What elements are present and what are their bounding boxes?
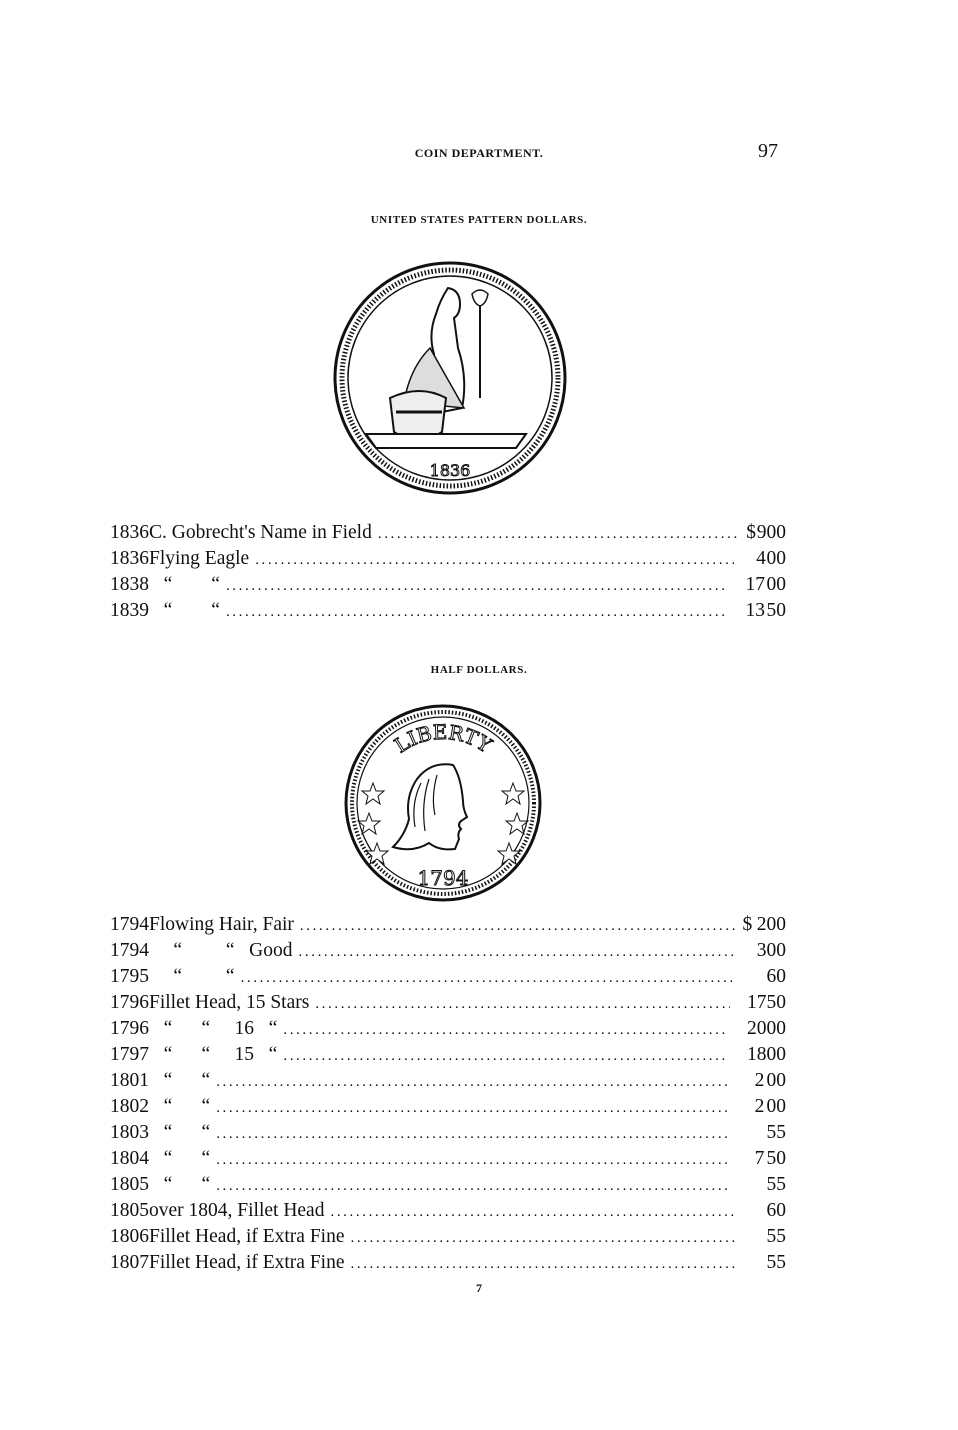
dollar-sign: $ (746, 522, 757, 543)
price-cents: 50 (766, 600, 786, 621)
leader-dots (283, 1022, 729, 1039)
running-head: COIN DEPARTMENT. (414, 146, 544, 160)
leader-dots (330, 1204, 738, 1221)
item-year: 1797 (110, 1044, 149, 1065)
price-dollars: 2 (754, 1096, 765, 1117)
leader-dots (216, 1178, 730, 1195)
item-description: C. Gobrecht's Name in Field (149, 522, 372, 543)
price-dollars: 7 (754, 1148, 765, 1169)
price-cents: 00 (766, 548, 787, 569)
item-year: 1796 (110, 1018, 149, 1039)
item-year: 1794 (110, 914, 149, 935)
price-cents: 55 (766, 1174, 786, 1195)
leader-dots (300, 918, 737, 935)
flowing-hair-coin-illustration (343, 703, 543, 903)
price-dollars: 2 (756, 914, 767, 935)
item-year: 1807 (110, 1252, 149, 1273)
price-cents: 60 (766, 1200, 786, 1221)
price-cents: 00 (766, 574, 786, 595)
list-item (110, 522, 786, 548)
leader-dots (226, 604, 726, 621)
price-dollars: 9 (756, 522, 767, 543)
item-description: “ “ (149, 1148, 211, 1169)
price-cents: 00 (766, 522, 786, 543)
dollar-sign: $ (742, 914, 753, 935)
price-cents: 55 (766, 1226, 786, 1247)
section-title-pattern-dollars: UNITED STATES PATTERN DOLLARS. (370, 214, 588, 226)
item-description: Flying Eagle (149, 548, 250, 569)
leader-dots (226, 578, 726, 595)
list-item (110, 600, 786, 626)
item-year: 1805 (110, 1200, 149, 1221)
item-year: 1801 (110, 1070, 149, 1091)
price-cents: 00 (766, 1044, 786, 1065)
leader-dots (351, 1256, 740, 1273)
page-number: 97 (758, 140, 778, 162)
item-year: 1806 (110, 1226, 149, 1247)
list-item (110, 1070, 786, 1096)
coin-date: 1836 (429, 461, 471, 480)
price-dollars: 17 (745, 574, 765, 595)
price-dollars: 13 (745, 600, 765, 621)
list-item (110, 966, 786, 992)
item-description: Fillet Head, if Extra Fine (149, 1252, 345, 1273)
item-description: Fillet Head, 15 Stars (149, 992, 310, 1013)
price-dollars: 18 (747, 1044, 767, 1065)
list-item (110, 1044, 786, 1070)
signature-mark: 7 (476, 1281, 482, 1295)
item-description: “ “ (149, 1096, 211, 1117)
leader-dots (216, 1074, 730, 1091)
item-description: “ “ 16 “ (149, 1018, 278, 1039)
leader-dots (351, 1230, 740, 1247)
list-item (110, 1226, 786, 1252)
item-year: 1836 (110, 548, 149, 569)
list-item (110, 1096, 786, 1122)
item-description: “ “ (149, 1122, 211, 1143)
list-item (110, 1200, 786, 1226)
item-description: Flowing Hair, Fair (149, 914, 294, 935)
coin-legend: LIBERTY (389, 719, 497, 758)
item-year: 1795 (110, 966, 149, 987)
price-cents: 00 (766, 940, 786, 961)
price-dollars: 2 (754, 1070, 765, 1091)
price-dollars: 20 (747, 1018, 767, 1039)
item-description: “ “ (149, 1070, 211, 1091)
list-item (110, 574, 786, 600)
price-cents: 00 (766, 914, 786, 935)
leader-dots (216, 1100, 730, 1117)
list-item (110, 1148, 786, 1174)
item-year: 1838 (110, 574, 149, 595)
list-item (110, 992, 786, 1018)
item-description: over 1804, Fillet Head (149, 1200, 325, 1221)
list-item (110, 1122, 786, 1148)
item-description: “ “ 15 “ (149, 1044, 278, 1065)
price-cents: 00 (766, 1070, 786, 1091)
price-cents: 00 (766, 1096, 786, 1117)
leader-dots (241, 970, 733, 987)
section-title-half-dollars: HALF DOLLARS. (430, 664, 528, 676)
item-year: 1836 (110, 522, 149, 543)
item-description: “ “ (149, 1174, 211, 1195)
price-cents: 60 (766, 966, 786, 987)
item-year: 1804 (110, 1148, 149, 1169)
price-dollars: 17 (747, 992, 767, 1013)
price-list-half-dollars (110, 914, 786, 1278)
list-item (110, 1018, 786, 1044)
list-item (110, 940, 786, 966)
price-cents: 55 (766, 1122, 786, 1143)
leader-dots (216, 1152, 730, 1169)
seated-liberty-coin-illustration (330, 258, 570, 498)
item-description: Fillet Head, if Extra Fine (149, 1226, 345, 1247)
price-cents: 50 (766, 1148, 786, 1169)
list-item (110, 548, 786, 574)
item-description: “ “ (149, 574, 220, 595)
leader-dots (283, 1048, 729, 1065)
list-item (110, 914, 786, 940)
list-item (110, 1252, 786, 1278)
price-cents: 00 (766, 1018, 786, 1039)
leader-dots (216, 1126, 730, 1143)
item-year: 1805 (110, 1174, 149, 1195)
price-dollars: 3 (756, 940, 767, 961)
item-description: “ “ Good (149, 940, 293, 961)
price-list-pattern-dollars (110, 522, 786, 626)
item-description: “ “ (149, 600, 220, 621)
leader-dots (255, 552, 733, 569)
item-year: 1802 (110, 1096, 149, 1117)
price-cents: 55 (766, 1252, 786, 1273)
leader-dots (315, 996, 730, 1013)
item-year: 1796 (110, 992, 149, 1013)
leader-dots (378, 526, 740, 543)
item-description: “ “ (149, 966, 235, 987)
list-item (110, 1174, 786, 1200)
item-year: 1839 (110, 600, 149, 621)
leader-dots (299, 944, 737, 961)
coin-date: 1794 (417, 866, 469, 890)
price-dollars: 4 (756, 548, 766, 569)
item-year: 1794 (110, 940, 149, 961)
price-cents: 50 (766, 992, 786, 1013)
item-year: 1803 (110, 1122, 149, 1143)
